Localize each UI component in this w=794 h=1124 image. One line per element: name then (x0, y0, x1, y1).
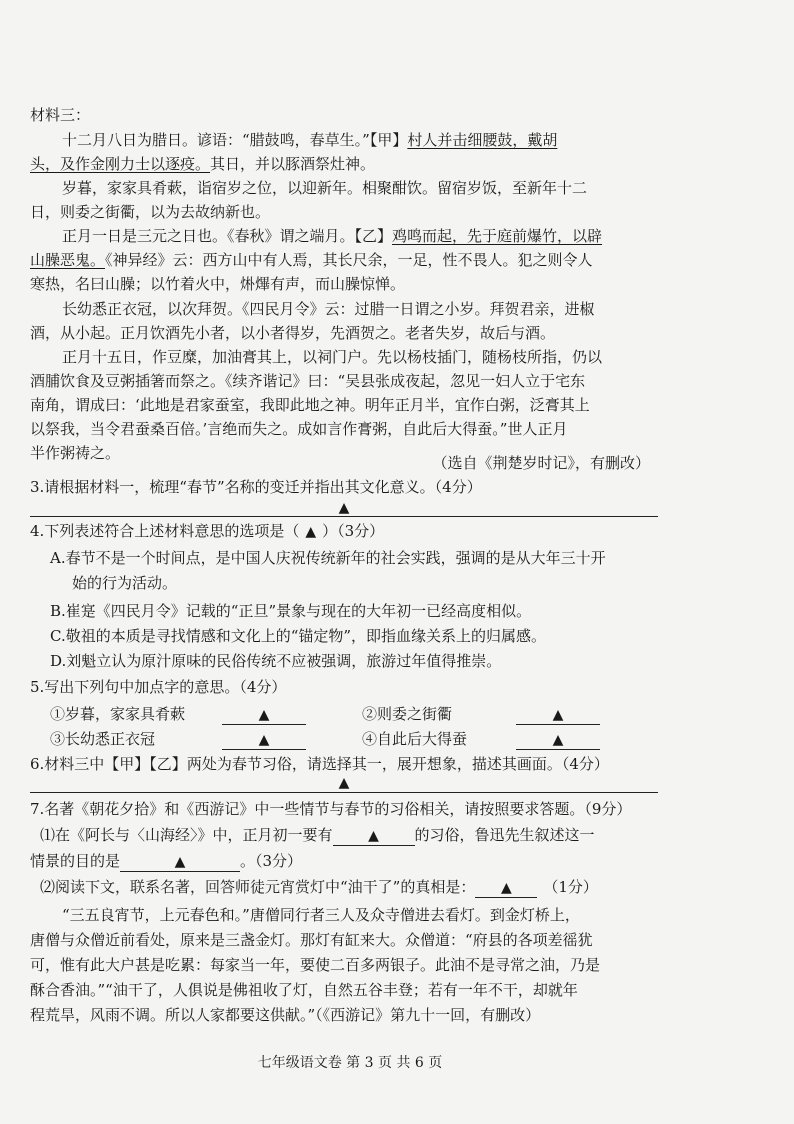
material-3-para-5a: 正月十五日，作豆糜，加油膏其上，以祠门户。先以杨枝插门，随杨枝所指，仍以 (62, 348, 603, 366)
q7-reading-line1: “三五良宵节，上元春色和。”唐僧同行者三人及众寺僧进去看灯。到金灯桥上， (62, 906, 580, 924)
q5-item-4: ④自此后大得蚕 (362, 730, 468, 748)
question-4-stem: 4.下列表述符合上述材料意思的选项是（ ▲ ）（3分） (30, 522, 385, 540)
q4-option-d: D.刘魁立认为原汁原味的民俗传统不应被强调，旅游过年值得推崇。 (50, 652, 502, 670)
answer-mark-q4[interactable]: ▲ (305, 524, 317, 540)
q4-option-c: C.敬祖的本质是寻找情感和文化上的“锚定物”，即指血缘关系上的归属感。 (50, 627, 547, 645)
q5-blank-1[interactable]: ▲ (222, 703, 306, 725)
q7-blank-1[interactable]: ▲ (333, 827, 415, 846)
q4-option-b: B.崔寔《四民月令》记载的“正旦”景象与现在的大年初一已经高度相似。 (50, 602, 532, 620)
source-citation: （选自《荆楚岁时记》，有删改） (432, 454, 650, 472)
material-3-para-4b: 酒，从小起。正月饮酒先小者，以小者得岁，先酒贺之。老者失岁，故后与酒。 (30, 324, 556, 342)
underlined-jia-text-1: 村人并击细腰鼓，戴胡 (407, 131, 558, 149)
q7-sub-1-line2: 情景的目的是 ▲ 。（3分） (30, 852, 303, 870)
question-3: 3.请根据材料一，梳理“春节”名称的变迁并指出其文化意义。（4分） (30, 478, 482, 496)
underlined-yi-text-1: 鸡鸣而起，先于庭前爆竹，以辟 (392, 227, 603, 245)
answer-mark-q6: ▲ (338, 775, 350, 791)
material-3-para-3b: 山臊恶鬼。《神异经》云：西方山中有人焉，其长尺余，一足，性不畏人。犯之则令人 (30, 251, 593, 269)
q7-sub-1-line1: ⑴在《阿长与〈山海经〉》中，正月初一要有 ▲ 的习俗，鲁迅先生叙述这一 (40, 826, 595, 844)
material-3-para-4a: 长幼悉正衣冠，以次拜贺。《四民月令》云：过腊一日谓之小岁。拜贺君亲，进椒 (62, 300, 595, 318)
marker-yi: 【乙】 (354, 227, 393, 245)
q5-blank-3[interactable]: ▲ (222, 728, 306, 750)
marker-jia: 【甲】 (369, 131, 408, 149)
material-3-para-5d: 以祭我，当令君蚕桑百倍。’言绝而失之。成如言作膏粥，自此后大得蚕。”世人正月 (30, 420, 568, 438)
page-footer: 七年级语文卷 第 3 页 共 6 页 (257, 1055, 443, 1071)
underlined-yi-text-2: 山臊恶鬼。 (30, 251, 106, 269)
q7-reading-line5: 程荒旱，风雨不调。所以人家都要这供献。”（《西游记》第九十一回，有删改） (30, 1006, 541, 1024)
q7-reading-line2: 唐僧与众僧近前看处，原来是三盏金灯。那灯有缸来大。众僧道：“府县的各项差徭犹 (30, 931, 593, 949)
q5-blank-4[interactable]: ▲ (516, 728, 600, 750)
material-3-para-2b: 日，则委之街衢，以为去故纳新也。 (30, 203, 271, 221)
q7-reading-line3: 可，惟有此大户甚是吃累：每家当一年，要使二百多两银子。此油不是寻常之油，乃是 (30, 956, 601, 974)
q4-option-a-line2: 始的行为活动。 (72, 574, 178, 592)
q4-option-a-line1: A.春节不是一个时间点，是中国人庆祝传统新年的社会实践，强调的是从大年三十开 (50, 549, 606, 567)
material-3-para-1a: 十二月八日为腊日。谚语：“腊鼓鸣，春草生。”【甲】村人并击细腰鼓，戴胡 (62, 131, 558, 149)
q7-sub-2: ⑵阅读下文，联系名著，回答师徒元宵赏灯中“油干了”的真相是： ▲ （1分） (40, 878, 598, 896)
material-3-para-5c: 南角，谓成曰：‘此地是君家蚕室，我即此地之神。明年正月半，宜作白粥，泛膏其上 (30, 396, 590, 414)
underlined-jia-text-2: 头，及作金刚力士以逐疫。 (30, 155, 211, 173)
material-3-para-5b: 酒脯饮食及豆粥插箸而祭之。《续齐谐记》曰：“吴县张成夜起，忽见一妇人立于宅东 (30, 372, 586, 390)
material-3-para-3c: 寒热，名曰山臊；以竹着火中，烞熚有声，而山臊惊惮。 (30, 275, 406, 293)
material-3-label: 材料三： (30, 106, 91, 124)
q5-item-1: ①岁暮，家家具肴蔌 (50, 705, 186, 723)
answer-line-q6[interactable] (30, 792, 658, 793)
answer-mark-q3: ▲ (338, 500, 350, 516)
question-7-stem: 7.名著《朝花夕拾》和《西游记》中一些情节与春节的习俗相关，请按照要求答题。（9分） (30, 800, 632, 818)
answer-line-q3[interactable] (30, 516, 658, 517)
material-3-para-2a: 岁暮，家家具肴蔌，诣宿岁之位，以迎新年。相聚酣饮。留宿岁饭，至新年十二 (62, 179, 588, 197)
q5-item-3: ③长幼悉正衣冠 (50, 730, 156, 748)
material-3-para-1b: 头，及作金刚力士以逐疫。其日，并以豚酒祭灶神。 (30, 155, 376, 173)
question-5-stem: 5.写出下列句中加点字的意思。（4分） (30, 678, 287, 696)
material-3-para-3a: 正月一日是三元之日也。《春秋》谓之端月。【乙】鸡鸣而起，先于庭前爆竹，以辟 (62, 227, 603, 245)
q5-blank-2[interactable]: ▲ (516, 703, 600, 725)
q7-reading-line4: 酥合香油。”“油干了，人俱说是佛祖收了灯，自然五谷丰登；若有一年不干，却就年 (30, 981, 578, 999)
q5-item-2: ②则委之街衢 (362, 705, 453, 723)
q7-blank-2[interactable]: ▲ (120, 853, 240, 872)
question-6: 6.材料三中【甲】【乙】两处为春节习俗，请选择其一，展开想象，描述其画面。（4分） (30, 755, 609, 773)
q7-blank-3[interactable]: ▲ (475, 879, 537, 898)
material-3-para-5e: 半作粥祷之。 (30, 444, 121, 462)
